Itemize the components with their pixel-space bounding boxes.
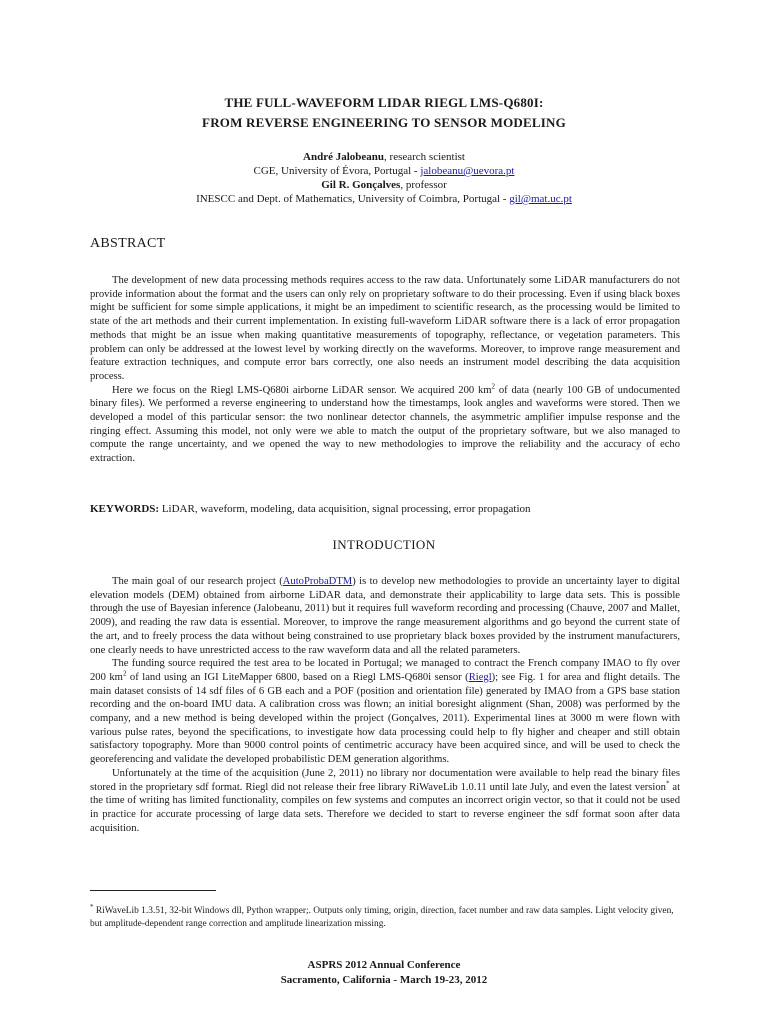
keywords-text: LiDAR, waveform, modeling, data acquisition, signal processing, error propagation — [159, 503, 531, 515]
author-1-name: André Jalobeanu — [303, 151, 385, 163]
paper-title — [0, 93, 768, 133]
author-2-affiliation: INESCC and Dept. of Mathematics, University of Coimbra, Portugal - gil@mat.uc.pt — [196, 193, 572, 205]
abstract-paragraph-1: The development of new data processing methods requires access to the raw data. Unfortunately some LiDAR manufacturers do not provide information about the format and the users can only rely on proprietary software to do their processing. Even if using black boxes might be sufficient for some simple applications, it might be an impediment to scientific research, as the processing would be limited to state of the art methods and their current implementation. In existing full-waveform LiDAR software there is a lack of error propagation methods that might be an issue when making quantitative measurements of topography, reflectance, or vegetation parameters. This problem can only be addressed at the lowest level by working directly on the waveforms. Moreover, to improve range measurement and feature extraction techniques, and compute error bars correctly, one also needs an instrument model describing the data acquisition process. — [90, 275, 680, 382]
title-line-1: THE FULL-WAVEFORM LIDAR RIEGL LMS-Q680I: — [224, 95, 544, 110]
abstract-heading: ABSTRACT — [90, 236, 166, 251]
keywords-label: KEYWORDS: — [90, 503, 160, 515]
intro-paragraph-3: Unfortunately at the time of the acquisition (June 2, 2011) no library nor documentation were available to help read the binary files stored in the proprietary sdf format. Riegl did not release their free library RiWaveLib 1.0.11 until late July, and even the latest version* at the time of writing has limited functionality, compiles on few systems and computes an incorrect origin vector, so that it could not be used in practice for accurate processing of large data sets. Therefore we decided to start to reverse engineer the sdf format soon after data acquisition. — [90, 767, 681, 834]
footnote-divider — [90, 890, 216, 891]
footnote — [90, 902, 680, 930]
intro-paragraph-2: The funding source required the test area to be located in Portugal; we managed to contract the French company IMAO to fly over 200 $km^2$ of land using an IGI LiteMapper 6800, based on a Riegl LMS-Q680i sensor (Riegl); see Fig. 1 for area and flight details. The main dataset consists of 14 sdf files of 6 GB each and a POF (position and orientation file) generated by IMAO from a GPS base station recording and the on-board IMU data. A calibration cross was flown; an initial boresight alignment (Shan, 2008) was performed by the company, and a new method is being developed within the project (Gonçalves, 2011). Experimental lines at 3000 m were flown with various pulse rates, beyond the specifications, to investigate how data processing could help to fly higher and cheaper and still obtain satisfactory topography. More than 9000 control points of centimetric accuracy have been acquired since, and will be used to check the georeferencing and validate the developed probabilistic DEM generation algorithms. — [90, 658, 681, 766]
intro-paragraph-1: The main goal of our research project (AutoProbaDTM) is to develop new methodologies to provide an uncertainty layer to digital elevation models (DEM) obtained from airborne LiDAR data, and demonstrate their applicability to large data sets. This is possible through the use of Bayesian inference (Jalobeanu, 2011) but it requires full waveform recording and processing (Chauve, 2007 and Mallet, 2009), and reading the raw data is essential. Moreover, to improve the range measurement algorithms and go beyond the current state of the art, and to freely process the data without being constrained to use proprietary black boxes provided by the instrument manufacturers, one clearly needs to have unrestricted access to the raw waveform data and all the related parameters. — [90, 576, 680, 656]
footer-line-1: ASPRS 2012 Annual Conference — [307, 959, 461, 971]
title-line-2: FROM REVERSE ENGINEERING TO SENSOR MODELING — [202, 115, 566, 130]
abstract-body — [90, 274, 680, 466]
keywords-line — [90, 503, 531, 515]
author-2-role: , professor — [400, 179, 447, 191]
riegl-link[interactable]: Riegl — [468, 671, 492, 683]
author-1-role: , research scientist — [384, 151, 465, 163]
author-1-affiliation: CGE, University of Évora, Portugal - jalobeanu@uevora.pt — [253, 165, 515, 177]
abstract-paragraph-2: Here we focus on the Riegl LMS-Q680i airborne LiDAR sensor. We acquired 200 $km^2$ of data (nearly 100 GB of undocumented binary files). We performed a reverse engineering to understand how the timestamps, look angles and waveforms were stored. Then we developed a model of this particular sensor: the two nonlinear detector channels, the asymmetric amplifier impulse response and the ringing effect. Assuming this model, not only were we able to match the output of the proprietary software, but we also managed to compute the range uncertainty, and we opened the way to new methodologies to improve the reliability and the accuracy of echo extraction. — [90, 382, 681, 465]
introduction-heading: INTRODUCTION — [332, 537, 436, 552]
autoprobadtm-link[interactable]: AutoProbaDTM — [282, 576, 353, 587]
author-1-email-link[interactable]: jalobeanu@uevora.pt — [420, 165, 515, 177]
footnote-mark: * — [90, 902, 94, 911]
author-2-name: Gil R. Gonçalves — [321, 179, 401, 191]
author-2-email-link[interactable]: gil@mat.uc.pt — [509, 193, 572, 205]
author-2-line — [0, 178, 768, 192]
footer-line-2: Sacramento, California - March 19-23, 2012 — [280, 974, 488, 986]
introduction-body — [90, 575, 680, 835]
author-block — [0, 150, 768, 206]
author-1-line — [0, 150, 768, 164]
footnote-reference: * — [665, 779, 670, 788]
conference-footer — [0, 958, 768, 988]
footnote-text: RiWaveLib 1.3.51, 32-bit Windows dll, Python wrapper;. Outputs only timing, origin, direction, facet number and raw data samples. Light velocity given, but amplitude-dependent range correction and amplitude linearization missing. — [90, 906, 674, 929]
